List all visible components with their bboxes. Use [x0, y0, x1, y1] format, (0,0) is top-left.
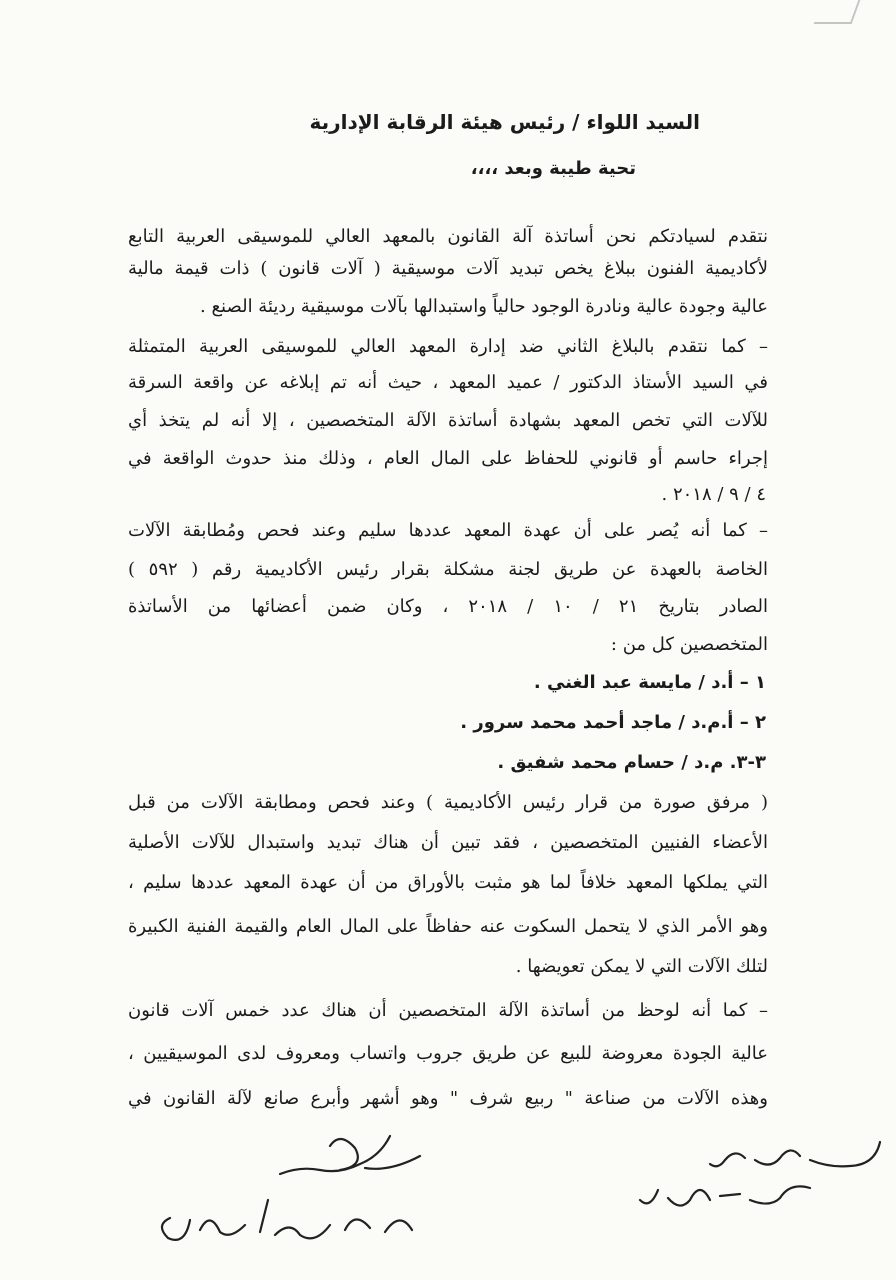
paragraph-1-line: لأكاديمية الفنون ببلاغ يخص تبديد آلات موسيقية ( آلات قانون ) ذات قيمة مالية — [128, 258, 768, 279]
committee-member: ٢ – أ.م.د / ماجد أحمد محمد سرور . — [460, 712, 766, 733]
paragraph-2-line: للآلات التي تخص المعهد بشهادة أساتذة الآلة المتخصصين ، إلا أنه لم يتخذ أي — [128, 410, 768, 431]
paragraph-4-line: الأعضاء الفنيين المتخصصين ، فقد تبين أن هناك تبديد واستبدال للآلات الأصلية — [128, 832, 768, 853]
addressee-line: السيد اللواء / رئيس هيئة الرقابة الإدارية — [309, 110, 700, 134]
paragraph-3-line: الصادر بتاريخ ٢١ / ١٠ / ٢٠١٨ ، وكان ضمن أعضائها من الأساتذة — [128, 596, 768, 617]
committee-member: ١ – أ.د / مايسة عبد الغني . — [533, 672, 766, 693]
paragraph-5-line: وهذه الآلات من صناعة " ربيع شرف " وهو أشهر وأبرع صانع لآلة القانون في — [128, 1088, 768, 1109]
corner-scan-mark — [814, 0, 861, 24]
paragraph-5-line: – كما أنه لوحظ من أساتذة الآلة المتخصصين أن هناك عدد خمس آلات قانون — [128, 1000, 768, 1021]
paragraph-3-line: الخاصة بالعهدة عن طريق لجنة مشكلة بقرار رئيس الأكاديمية رقم ( ٥٩٢ ) — [128, 559, 768, 580]
paragraph-4-line: وهو الأمر الذي لا يتحمل السكوت عنه حفاظاً على المال العام والقيمة الفنية الكبيرة — [128, 916, 768, 937]
paragraph-2-line: في السيد الأستاذ الدكتور / عميد المعهد ، حيث أنه تم إبلاغه عن واقعة السرقة — [128, 372, 768, 393]
paragraph-3-line: المتخصصين كل من : — [610, 634, 768, 655]
paragraph-2-line: إجراء حاسم أو قانوني للحفاظ على المال العام ، وذلك منذ حدوث الواقعة في — [128, 448, 768, 469]
paragraph-4-line: ( مرفق صورة من قرار رئيس الأكاديمية ) وعند فحص ومطابقة الآلات من قبل — [128, 792, 768, 813]
committee-member: ٣-٣. م.د / حسام محمد شفيق . — [497, 752, 766, 773]
paragraph-5-line: عالية الجودة معروضة للبيع عن طريق جروب واتساب ومعروف لدى الموسيقيين ، — [128, 1043, 768, 1064]
greeting-line: تحية طيبة وبعد ،،،، — [470, 158, 636, 179]
paragraph-2-date-line: ٤ / ٩ / ٢٠١٨ . — [661, 484, 766, 505]
paragraph-1-line: نتقدم لسيادتكم نحن أساتذة آلة القانون بالمعهد العالي للموسيقى العربية التابع — [128, 226, 768, 247]
paragraph-1-line: عالية وجودة عالية ونادرة الوجود حالياً واستبدالها بآلات موسيقية رديئة الصنع . — [200, 296, 768, 317]
paragraph-3-line: – كما أنه يُصر على أن عهدة المعهد عددها سليم وعند فحص ومُطابقة الآلات — [128, 520, 768, 541]
signature-bottom-left — [150, 1180, 420, 1260]
paragraph-4-line: التي يملكها المعهد خلافاً لما هو مثبت بالأوراق من أن عهدة المعهد عددها سليم ، — [128, 872, 768, 893]
paragraph-4-line: لتلك الآلات التي لا يمكن تعويضها . — [515, 956, 768, 977]
paragraph-2-line: – كما نتقدم بالبلاغ الثاني ضد إدارة المعهد العالي للموسيقى العربية المتمثلة — [128, 336, 768, 357]
signature-top-middle — [270, 1126, 430, 1186]
signature-right-bottom — [620, 1170, 820, 1220]
